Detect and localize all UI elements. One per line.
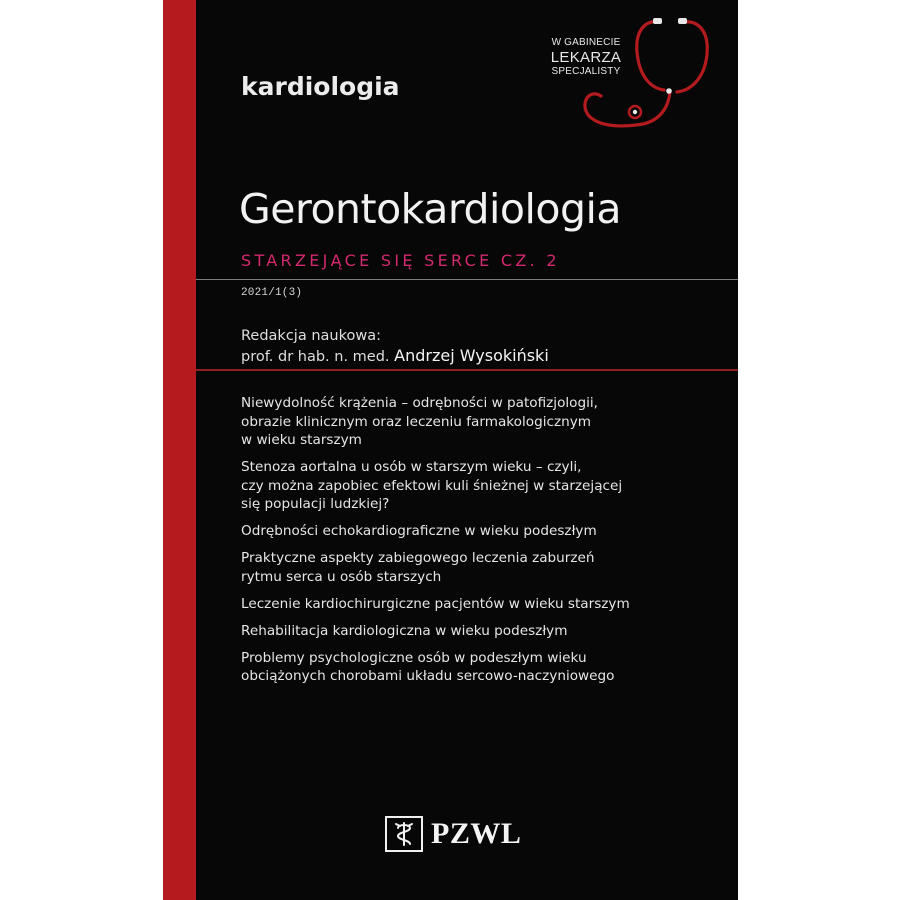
book-subtitle: STARZEJĄCE SIĘ SERCE CZ. 2: [241, 251, 560, 270]
red-spine-stripe: [163, 0, 196, 900]
badge-line1: W GABINECIE: [551, 37, 621, 48]
red-divider-line: [196, 369, 738, 371]
badge-line3: SPECJALISTY: [551, 66, 621, 77]
editor-label: Redakcja naukowa:: [241, 328, 381, 344]
publisher-logo: [385, 814, 521, 854]
series-badge: [531, 16, 721, 146]
book-cover: [163, 0, 738, 900]
editor-line: [241, 346, 549, 367]
toc-item: Rehabilitacja kardiologiczna w wieku podeszłym: [241, 622, 568, 639]
divider-line: [196, 279, 738, 280]
toc-item: Odrębności echokardiograficzne w wieku podeszłym: [241, 523, 597, 539]
stethoscope-icon: [531, 16, 721, 146]
pzwl-logo-icon: [385, 816, 423, 852]
toc-item: Stenoza aortalna u osób w starszym wieku – czyli, czy można zapobiec efektowi kuli śnieżnej w starzejącej się populacji ludzkiej?: [241, 459, 623, 512]
publisher-name: PZWL: [431, 817, 522, 850]
table-of-contents: [241, 394, 711, 694]
editor-title: prof. dr hab. n. med.: [241, 349, 395, 365]
issue-number: 2021/1(3): [241, 287, 303, 299]
badge-line2: LEKARZA: [550, 49, 622, 66]
book-title: Gerontokardiologia: [239, 185, 621, 233]
toc-item: Praktyczne aspekty zabiegowego leczenia zaburzeń rytmu serca u osób starszych: [241, 550, 595, 585]
toc-item: Problemy psychologiczne osób w podeszłym wieku obciążonych chorobami układu sercowo-naczyniowego: [241, 649, 615, 684]
editor-block: [241, 327, 549, 367]
editor-name: Andrzej Wysokiński: [394, 346, 549, 365]
toc-item: Leczenie kardiochirurgiczne pacjentów w wieku starszym: [241, 595, 630, 612]
toc-item: Niewydolność krążenia – odrębności w patofizjologii, obrazie klinicznym oraz leczeniu farmakologicznym w wieku starszym: [241, 395, 599, 448]
badge-text: [531, 38, 641, 77]
series-label: kardiologia: [241, 72, 400, 101]
